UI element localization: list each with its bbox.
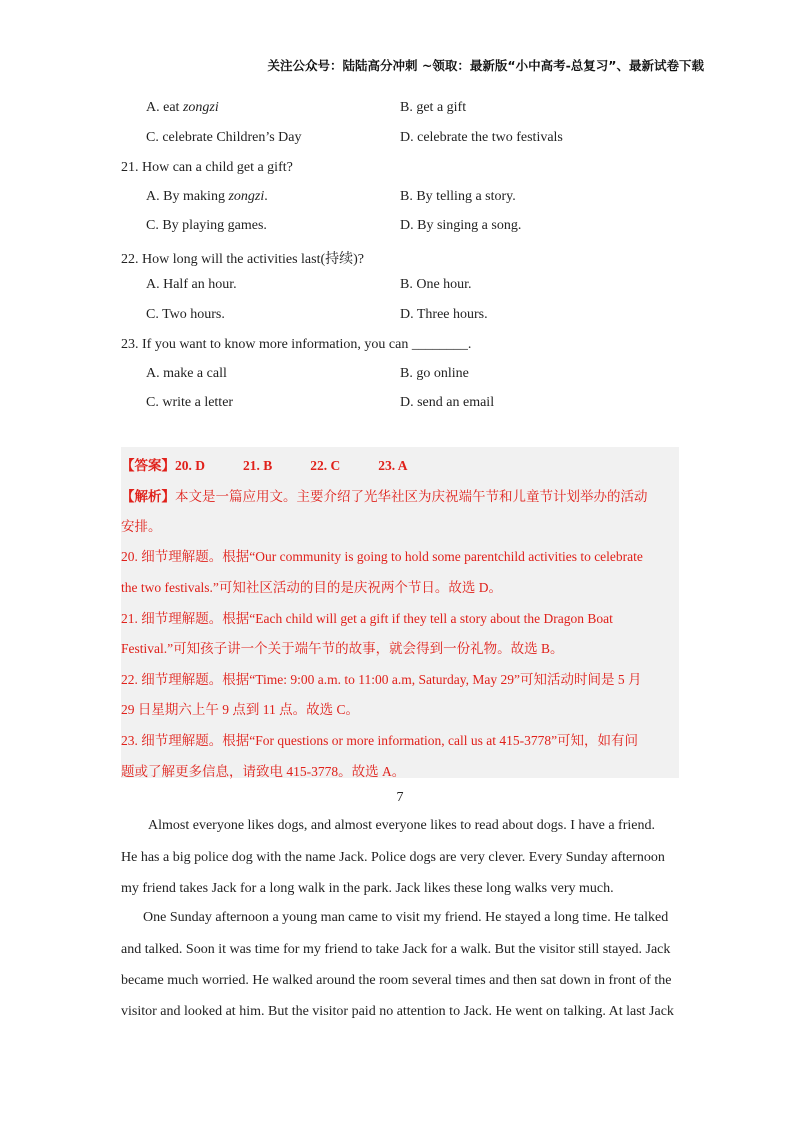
explanation-22-line2: 29 日星期六上午 9 点到 11 点。故选 C。 xyxy=(121,702,360,717)
explanation-23-line2: 题或了解更多信息，请致电 415-3778。故选 A。 xyxy=(121,764,406,779)
q23-option-c: C. write a letter xyxy=(146,395,234,410)
passage-line: became much worried. He walked around the room several times and then sat down in front of the xyxy=(121,973,672,988)
analysis-intro-line1 xyxy=(121,485,648,505)
q23-option-b: B. go online xyxy=(400,366,469,381)
answer-item: 23. A xyxy=(378,458,408,473)
q21-option-a xyxy=(146,189,268,205)
explanation-20-line1: 20. 细节理解题。根据“Our community is going to hold some parentchild activities to celebrate xyxy=(121,549,643,564)
q20-option-c: C. celebrate Children’s Day xyxy=(146,130,302,145)
analysis-intro-text: 本文是一篇应用文。主要介绍了光华社区为庆祝端午节和儿童节计划举办的活动 xyxy=(175,489,648,504)
explanation-23-line1: 23. 细节理解题。根据“For questions or more information, call us at 415-3778”可知，如有问 xyxy=(121,733,639,748)
q21-option-a-suffix: . xyxy=(264,189,268,204)
q23-option-d: D. send an email xyxy=(400,395,495,410)
explanation-20-line2: the two festivals.”可知社区活动的目的是庆祝两个节日。故选 D。 xyxy=(121,580,502,595)
passage-line: Almost everyone likes dogs, and almost everyone likes to read about dogs. I have a friend. xyxy=(148,818,655,833)
q21-option-b: B. By telling a story. xyxy=(400,189,516,204)
passage-line: One Sunday afternoon a young man came to visit my friend. He stayed a long time. He talked xyxy=(143,910,669,925)
q21-option-a-italic: zongzi xyxy=(228,189,265,204)
answer-item: 20. D xyxy=(175,458,205,473)
answer-item: 22. C xyxy=(310,458,341,473)
q22-option-b: B. One hour. xyxy=(400,277,472,292)
passage-line: He has a big police dog with the name Jack. Police dogs are very clever. Every Sunday afternoon xyxy=(121,850,665,865)
q21-stem: 21. How can a child get a gift? xyxy=(121,160,293,175)
passage-line: my friend takes Jack for a long walk in the park. Jack likes these long walks very much. xyxy=(121,881,614,896)
q23-option-a: A. make a call xyxy=(146,366,227,381)
analysis-intro-line2: 安排。 xyxy=(121,519,162,534)
q23-stem: 23. If you want to know more information, you can ________. xyxy=(121,337,472,352)
answer-label: 【答案】 xyxy=(121,458,175,473)
q20-option-a xyxy=(146,100,219,116)
passage-number: 7 xyxy=(396,790,404,805)
q20-option-d: D. celebrate the two festivals xyxy=(400,130,563,145)
answer-line xyxy=(121,454,408,474)
q21-option-c: C. By playing games. xyxy=(146,218,267,233)
answer-item: 21. B xyxy=(243,458,273,473)
q22-stem: 22. How long will the activities last(持续)? xyxy=(121,252,365,267)
analysis-label: 【解析】 xyxy=(121,489,175,504)
passage-line: and talked. Soon it was time for my friend to take Jack for a walk. But the visitor still stayed. Jack xyxy=(121,942,671,957)
q22-option-c: C. Two hours. xyxy=(146,307,225,322)
explanation-21-line2: Festival.”可知孩子讲一个关于端午节的故事，就会得到一份礼物。故选 B。 xyxy=(121,641,564,656)
q20-option-b: B. get a gift xyxy=(400,100,467,115)
q22-option-a: A. Half an hour. xyxy=(146,277,237,292)
q21-option-a-text: A. By making xyxy=(146,189,229,204)
passage-line: visitor and looked at him. But the visitor paid no attention to Jack. He went on talking. At last Jack xyxy=(121,1004,674,1019)
q22-option-d: D. Three hours. xyxy=(400,307,488,322)
explanation-21-line1: 21. 细节理解题。根据“Each child will get a gift if they tell a story about the Dragon Boat xyxy=(121,611,613,626)
page-header: 关注公众号：陆陆高分冲刺 ~领取：最新版“小中高考-总复习”、最新试卷下载 xyxy=(267,58,704,73)
q20-option-a-text: A. eat xyxy=(146,100,183,115)
q21-option-d: D. By singing a song. xyxy=(400,218,522,233)
q20-option-a-italic: zongzi xyxy=(182,100,219,115)
explanation-22-line1: 22. 细节理解题。根据“Time: 9:00 a.m. to 11:00 a.m, Saturday, May 29”可知活动时间是 5 月 xyxy=(121,672,642,687)
